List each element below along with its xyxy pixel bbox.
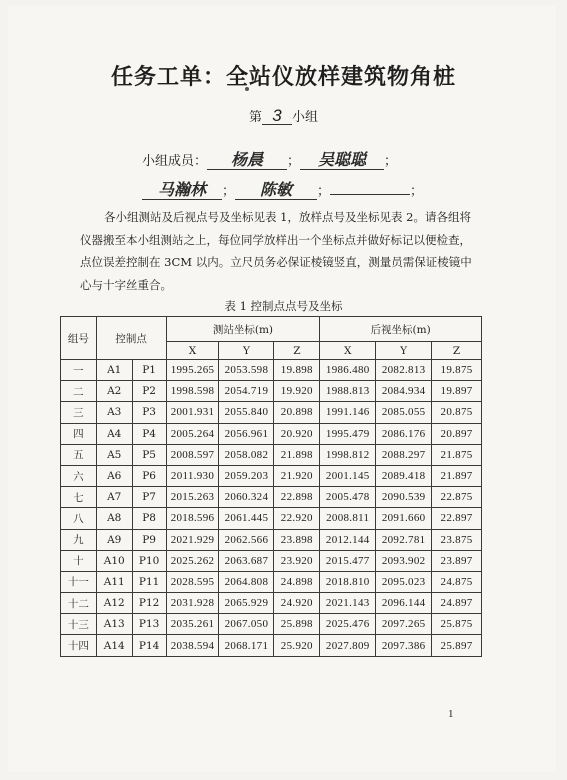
cell-station-z: 20.898 — [274, 402, 320, 423]
header-backsight-z: Z — [432, 342, 482, 360]
table-row — [61, 614, 482, 635]
cell-station-y: 2055.840 — [219, 402, 274, 423]
cell-station-z: 22.920 — [274, 508, 320, 529]
cell-backsight-x: 2008.811 — [320, 508, 376, 529]
cell-station-z: 25.920 — [274, 635, 320, 656]
cell-station-y: 2058.082 — [219, 444, 274, 465]
page-number: 1 — [448, 708, 454, 720]
table-caption: 表 1 控制点点号及坐标 — [224, 299, 343, 313]
table-row — [61, 635, 482, 656]
cell-backsight-y: 2097.265 — [376, 614, 432, 635]
cell-station-point: A7 — [96, 487, 132, 508]
cell-station-x: 2038.594 — [166, 635, 219, 656]
table-row — [61, 487, 482, 508]
cell-station-point: A8 — [96, 508, 132, 529]
cell-backsight-x: 1991.146 — [320, 402, 376, 423]
cell-station-point: A10 — [96, 550, 132, 571]
cell-station-x: 2005.264 — [166, 423, 219, 444]
cell-station-point: A9 — [96, 529, 132, 550]
header-station-x: X — [166, 342, 219, 360]
cell-backsight-y: 2082.813 — [376, 360, 432, 381]
members-line-1 — [142, 150, 397, 170]
cell-backsight-point: P11 — [132, 571, 166, 592]
cell-station-x: 2028.595 — [166, 571, 219, 592]
cell-station-x: 2015.263 — [166, 487, 219, 508]
member-signature: 陈敏 — [235, 181, 317, 200]
cell-station-z: 22.898 — [274, 487, 320, 508]
cell-station-point: A1 — [96, 360, 132, 381]
table-row — [61, 571, 482, 592]
cell-station-y: 2063.687 — [219, 550, 274, 571]
cell-backsight-y: 2095.023 — [376, 571, 432, 592]
cell-backsight-z: 20.875 — [432, 402, 482, 423]
cell-station-z: 19.920 — [274, 381, 320, 402]
cell-station-x: 2021.929 — [166, 529, 219, 550]
table-row — [61, 402, 482, 423]
cell-group: 六 — [61, 465, 97, 486]
cell-backsight-y: 2084.934 — [376, 381, 432, 402]
cell-station-x: 1995.265 — [166, 360, 219, 381]
separator: ； — [384, 154, 398, 169]
cell-backsight-z: 21.875 — [432, 444, 482, 465]
cell-backsight-z: 19.897 — [432, 381, 482, 402]
cell-backsight-x: 2027.809 — [320, 635, 376, 656]
cell-backsight-x: 2021.143 — [320, 593, 376, 614]
cell-backsight-point: P12 — [132, 593, 166, 614]
cell-station-y: 2053.598 — [219, 360, 274, 381]
cell-backsight-y: 2092.781 — [376, 529, 432, 550]
cell-station-y: 2064.808 — [219, 571, 274, 592]
cell-station-y: 2059.203 — [219, 465, 274, 486]
cell-backsight-point: P13 — [132, 614, 166, 635]
header-station-y: Y — [219, 342, 274, 360]
cell-backsight-x: 2012.144 — [320, 529, 376, 550]
table-row — [61, 593, 482, 614]
cell-backsight-point: P7 — [132, 487, 166, 508]
cell-backsight-x: 1988.813 — [320, 381, 376, 402]
cell-group: 十二 — [61, 593, 97, 614]
cell-station-y: 2061.445 — [219, 508, 274, 529]
cell-backsight-y: 2096.144 — [376, 593, 432, 614]
header-control-point: 控制点 — [96, 317, 166, 360]
control-point-table — [60, 316, 482, 657]
cell-station-point: A3 — [96, 402, 132, 423]
member-signature: 吴聪聪 — [300, 151, 384, 170]
header-backsight-coords: 后视坐标(m) — [320, 317, 482, 342]
header-backsight-y: Y — [376, 342, 432, 360]
cell-backsight-x: 2015.477 — [320, 550, 376, 571]
cell-backsight-x: 2001.145 — [320, 465, 376, 486]
cell-backsight-point: P5 — [132, 444, 166, 465]
cell-group: 一 — [61, 360, 97, 381]
table-row — [61, 360, 482, 381]
cell-group: 二 — [61, 381, 97, 402]
cell-station-y: 2068.171 — [219, 635, 274, 656]
cell-station-y: 2054.719 — [219, 381, 274, 402]
cell-backsight-x: 1986.480 — [320, 360, 376, 381]
table-row — [61, 529, 482, 550]
member-signature: 马瀚林 — [142, 181, 222, 200]
cell-station-y: 2065.929 — [219, 593, 274, 614]
group-number-line — [0, 106, 567, 125]
cell-station-point: A6 — [96, 465, 132, 486]
cell-backsight-point: P3 — [132, 402, 166, 423]
cell-station-z: 23.920 — [274, 550, 320, 571]
cell-backsight-y: 2090.539 — [376, 487, 432, 508]
cell-backsight-z: 22.875 — [432, 487, 482, 508]
cell-backsight-point: P14 — [132, 635, 166, 656]
table-row — [61, 423, 482, 444]
empty-member-field — [330, 180, 410, 195]
cell-group: 四 — [61, 423, 97, 444]
separator: ； — [287, 154, 301, 169]
cell-backsight-z: 25.875 — [432, 614, 482, 635]
cell-group: 十四 — [61, 635, 97, 656]
member-signature: 杨晨 — [207, 151, 287, 170]
cell-backsight-point: P8 — [132, 508, 166, 529]
members-line-2 — [142, 180, 423, 200]
cell-station-z: 23.898 — [274, 529, 320, 550]
cell-group: 五 — [61, 444, 97, 465]
cell-station-point: A2 — [96, 381, 132, 402]
separator: ； — [222, 184, 236, 199]
cell-backsight-x: 2025.476 — [320, 614, 376, 635]
cell-backsight-x: 2005.478 — [320, 487, 376, 508]
cell-backsight-point: P2 — [132, 381, 166, 402]
separator: ； — [317, 184, 331, 199]
cell-backsight-y: 2093.902 — [376, 550, 432, 571]
group-prefix: 第 — [248, 110, 262, 125]
cell-station-y: 2056.961 — [219, 423, 274, 444]
page-title: 任务工单：全站仪放样建筑物角桩 — [110, 64, 456, 90]
cell-group: 七 — [61, 487, 97, 508]
cell-station-z: 24.898 — [274, 571, 320, 592]
cell-station-x: 1998.598 — [166, 381, 219, 402]
table-body — [61, 360, 482, 657]
cell-station-x: 2008.597 — [166, 444, 219, 465]
cell-backsight-y: 2097.386 — [376, 635, 432, 656]
cell-backsight-z: 22.897 — [432, 508, 482, 529]
cell-station-point: A5 — [96, 444, 132, 465]
separator: ； — [410, 184, 424, 199]
header-group: 组号 — [61, 317, 97, 360]
header-station-z: Z — [274, 342, 320, 360]
cell-group: 三 — [61, 402, 97, 423]
cell-station-x: 2011.930 — [166, 465, 219, 486]
cell-backsight-y: 2091.660 — [376, 508, 432, 529]
cell-group: 九 — [61, 529, 97, 550]
header-station-coords: 测站坐标(m) — [166, 317, 320, 342]
cell-backsight-z: 25.897 — [432, 635, 482, 656]
cell-backsight-y: 2088.297 — [376, 444, 432, 465]
cell-backsight-y: 2086.176 — [376, 423, 432, 444]
cell-group: 八 — [61, 508, 97, 529]
group-suffix: 小组 — [292, 110, 319, 125]
cell-station-z: 19.898 — [274, 360, 320, 381]
table-row — [61, 444, 482, 465]
table-row — [61, 465, 482, 486]
cell-station-z: 21.898 — [274, 444, 320, 465]
group-number: 3 — [262, 108, 292, 125]
cell-station-z: 25.898 — [274, 614, 320, 635]
cell-station-z: 21.920 — [274, 465, 320, 486]
cell-backsight-point: P6 — [132, 465, 166, 486]
members-label: 小组成员： — [142, 154, 208, 169]
cell-backsight-z: 20.897 — [432, 423, 482, 444]
cell-station-point: A13 — [96, 614, 132, 635]
cell-station-point: A4 — [96, 423, 132, 444]
cell-station-x: 2001.931 — [166, 402, 219, 423]
cell-backsight-z: 24.897 — [432, 593, 482, 614]
cell-group: 十 — [61, 550, 97, 571]
cell-station-point: A12 — [96, 593, 132, 614]
header-backsight-x: X — [320, 342, 376, 360]
cell-backsight-x: 1995.479 — [320, 423, 376, 444]
cell-station-x: 2025.262 — [166, 550, 219, 571]
cell-station-z: 24.920 — [274, 593, 320, 614]
table-row — [61, 508, 482, 529]
table-row — [61, 550, 482, 571]
cell-station-point: A14 — [96, 635, 132, 656]
cell-backsight-z: 23.875 — [432, 529, 482, 550]
cell-station-z: 20.920 — [274, 423, 320, 444]
cell-backsight-point: P10 — [132, 550, 166, 571]
table-row — [61, 381, 482, 402]
cell-backsight-z: 24.875 — [432, 571, 482, 592]
cell-backsight-z: 19.875 — [432, 360, 482, 381]
cell-group: 十一 — [61, 571, 97, 592]
cell-station-y: 2067.050 — [219, 614, 274, 635]
cell-station-y: 2062.566 — [219, 529, 274, 550]
cell-backsight-x: 2018.810 — [320, 571, 376, 592]
cell-station-x: 2018.596 — [166, 508, 219, 529]
instructions-paragraph: 各小组测站及后视点号及坐标见表 1，放样点号及坐标见表 2。请各组将仪器搬至本小组测站之上，每位同学放样出一个坐标点并做好标记以便检查，点位误差控制在 3CM 以内。立尺员务必保证棱镜竖直，测量员需保证棱镜中心与十字丝重合。 — [80, 210, 472, 292]
cell-backsight-point: P1 — [132, 360, 166, 381]
cell-backsight-point: P9 — [132, 529, 166, 550]
cell-backsight-point: P4 — [132, 423, 166, 444]
cell-backsight-z: 23.897 — [432, 550, 482, 571]
cell-station-point: A11 — [96, 571, 132, 592]
cell-station-x: 2035.261 — [166, 614, 219, 635]
cell-backsight-x: 1998.812 — [320, 444, 376, 465]
cell-station-x: 2031.928 — [166, 593, 219, 614]
cell-group: 十三 — [61, 614, 97, 635]
cell-backsight-y: 2085.055 — [376, 402, 432, 423]
cell-backsight-y: 2089.418 — [376, 465, 432, 486]
cell-station-y: 2060.324 — [219, 487, 274, 508]
cell-backsight-z: 21.897 — [432, 465, 482, 486]
